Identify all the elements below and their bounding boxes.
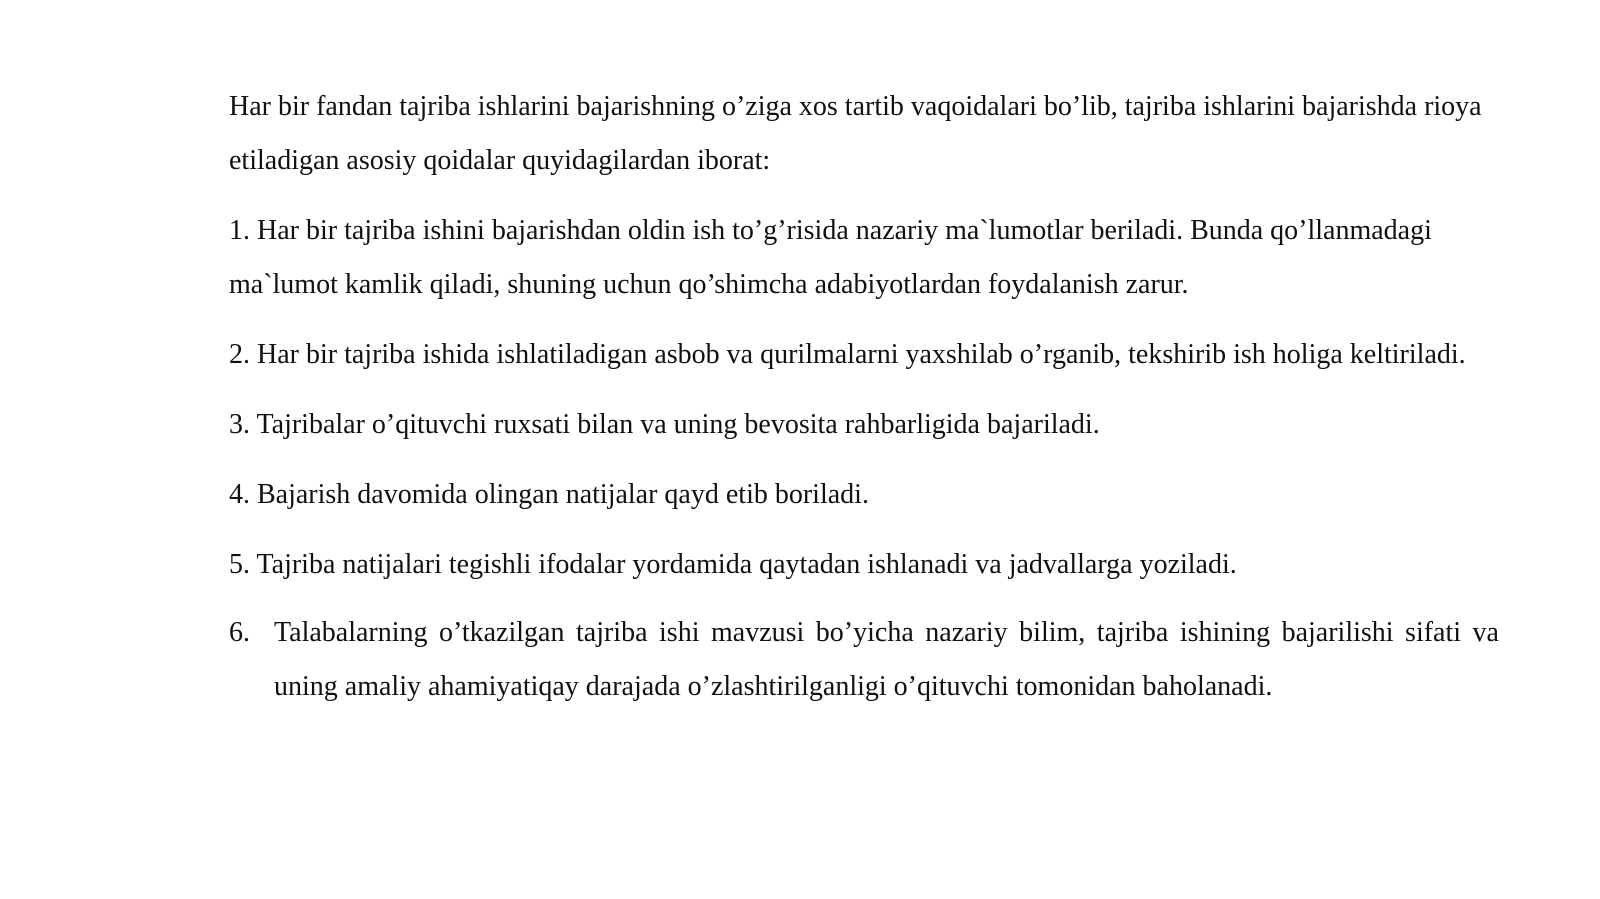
rule-item-1: 1. Har bir tajriba ishini bajarishdan oldin ish to’g’risida nazariy ma`lumotlar beriladi. Bunda qo’llanmadagi ma`lumot kamlik qiladi, shuning uchun qo’shimcha adabiyotlardan foydalanish zarur. [229, 215, 1432, 300]
intro-paragraph: Har bir fandan tajriba ishlarini bajarishning o’ziga xos tartib vaqoidalari bo’lib, tajriba ishlarini bajarishda rioya etiladigan asosiy qoidalar quyidagilardan iborat: [229, 91, 1482, 176]
rule-item-6-text: Talabalarning o’tkazilgan tajriba ishi mavzusi bo’yicha nazariy bilim, tajriba ishining bajarilishi sifati va uning amaliy ahamiyatiqay darajada o’zlashtirilganligi o’qituvchi tomonidan baholanadi. [274, 617, 1499, 702]
rule-item-3: 3. Tajribalar o’qituvchi ruxsati bilan va uning bevosita rahbarligida bajariladi. [229, 409, 1100, 440]
rule-item-2: 2. Har bir tajriba ishida ishlatiladigan asbob va qurilmalarni yaxshilab o’rganib, tekshirib ish holiga keltiriladi. [229, 339, 1466, 370]
rule-item-6 [229, 606, 1499, 714]
rule-item-4: 4. Bajarish davomida olingan natijalar qayd etib boriladi. [229, 479, 869, 510]
document-page [229, 80, 1499, 730]
rule-item-6-number: 6. [229, 617, 250, 648]
rule-item-5: 5. Tajriba natijalari tegishli ifodalar yordamida qaytadan ishlanadi va jadvallarga yoziladi. [229, 549, 1237, 580]
